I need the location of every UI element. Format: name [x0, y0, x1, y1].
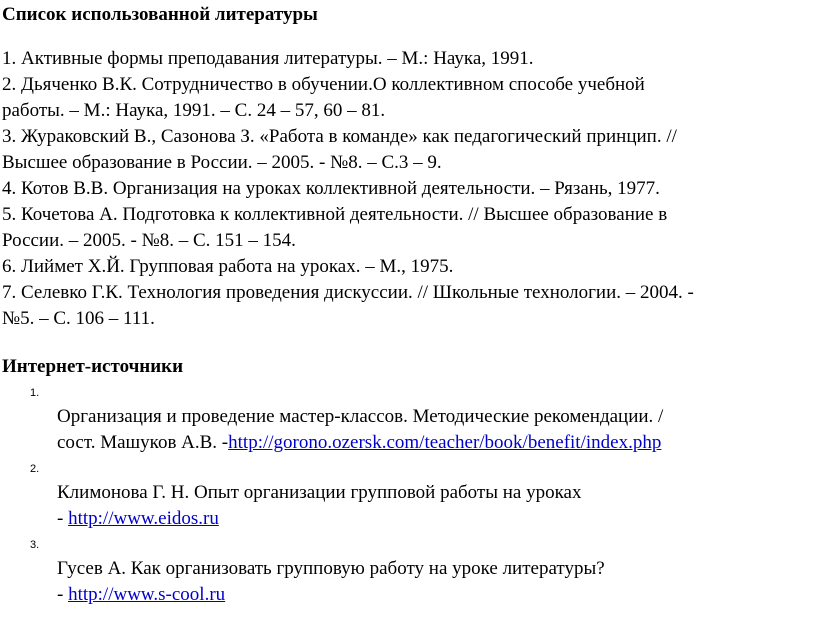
internet-source-link-line [57, 506, 219, 532]
link-prefix: - [57, 508, 69, 529]
link-prefix: сост. Машуков А.В. - [57, 432, 229, 453]
bibliography-line: работы. – М.: Наука, 1991. – С. 24 – 57, 60 – 81. [2, 100, 386, 121]
internet-source-link-line [57, 582, 225, 608]
list-item-number: 3. [30, 539, 40, 551]
internet-source-title: Организация и проведение мастер-классов. Методические рекомендации. / [57, 406, 664, 427]
bibliography-heading: Список использованной литературы [2, 4, 318, 25]
bibliography-line: 6. Лиймет Х.Й. Групповая работа на уроках. – М., 1975. [2, 256, 454, 277]
internet-source-link-line [57, 430, 661, 456]
link-prefix: - [57, 584, 69, 605]
bibliography-line: Высшее образование в России. – 2005. - №8. – С.3 – 9. [2, 152, 442, 173]
bibliography-line: 3. Жураковский В., Сазонова З. «Работа в команде» как педагогический принцип. // [2, 126, 677, 147]
bibliography-line: №5. – С. 106 – 111. [2, 308, 155, 329]
bibliography-line: 5. Кочетова А. Подготовка к коллективной деятельности. // Высшее образование в [2, 204, 668, 225]
bibliography-line: 1. Активные формы преподавания литературы. – М.: Наука, 1991. [2, 48, 534, 69]
bibliography-line: 4. Котов В.В. Организация на уроках коллективной деятельности. – Рязань, 1977. [2, 178, 660, 199]
bibliography-line: России. – 2005. - №8. – С. 151 – 154. [2, 230, 296, 251]
list-item-number: 1. [30, 387, 40, 399]
source-link-gorono[interactable]: http://gorono.ozersk.com/teacher/book/benefit/index.php [228, 432, 662, 453]
bibliography-line: 2. Дьяченко В.К. Сотрудничество в обучении.О коллективном способе учебной [2, 74, 645, 95]
source-link-s-cool[interactable]: http://www.s-cool.ru [68, 584, 226, 605]
internet-sources-heading: Интернет-источники [2, 356, 184, 377]
list-item-number: 2. [30, 463, 40, 475]
internet-source-title: Гусев А. Как организовать групповую работу на уроке литературы? [57, 558, 605, 579]
source-link-eidos[interactable]: http://www.eidos.ru [68, 508, 219, 529]
bibliography-line: 7. Селевко Г.К. Технология проведения дискуссии. // Школьные технологии. – 2004. - [2, 282, 694, 303]
internet-source-title: Климонова Г. Н. Опыт организации групповой работы на уроках [57, 482, 582, 503]
